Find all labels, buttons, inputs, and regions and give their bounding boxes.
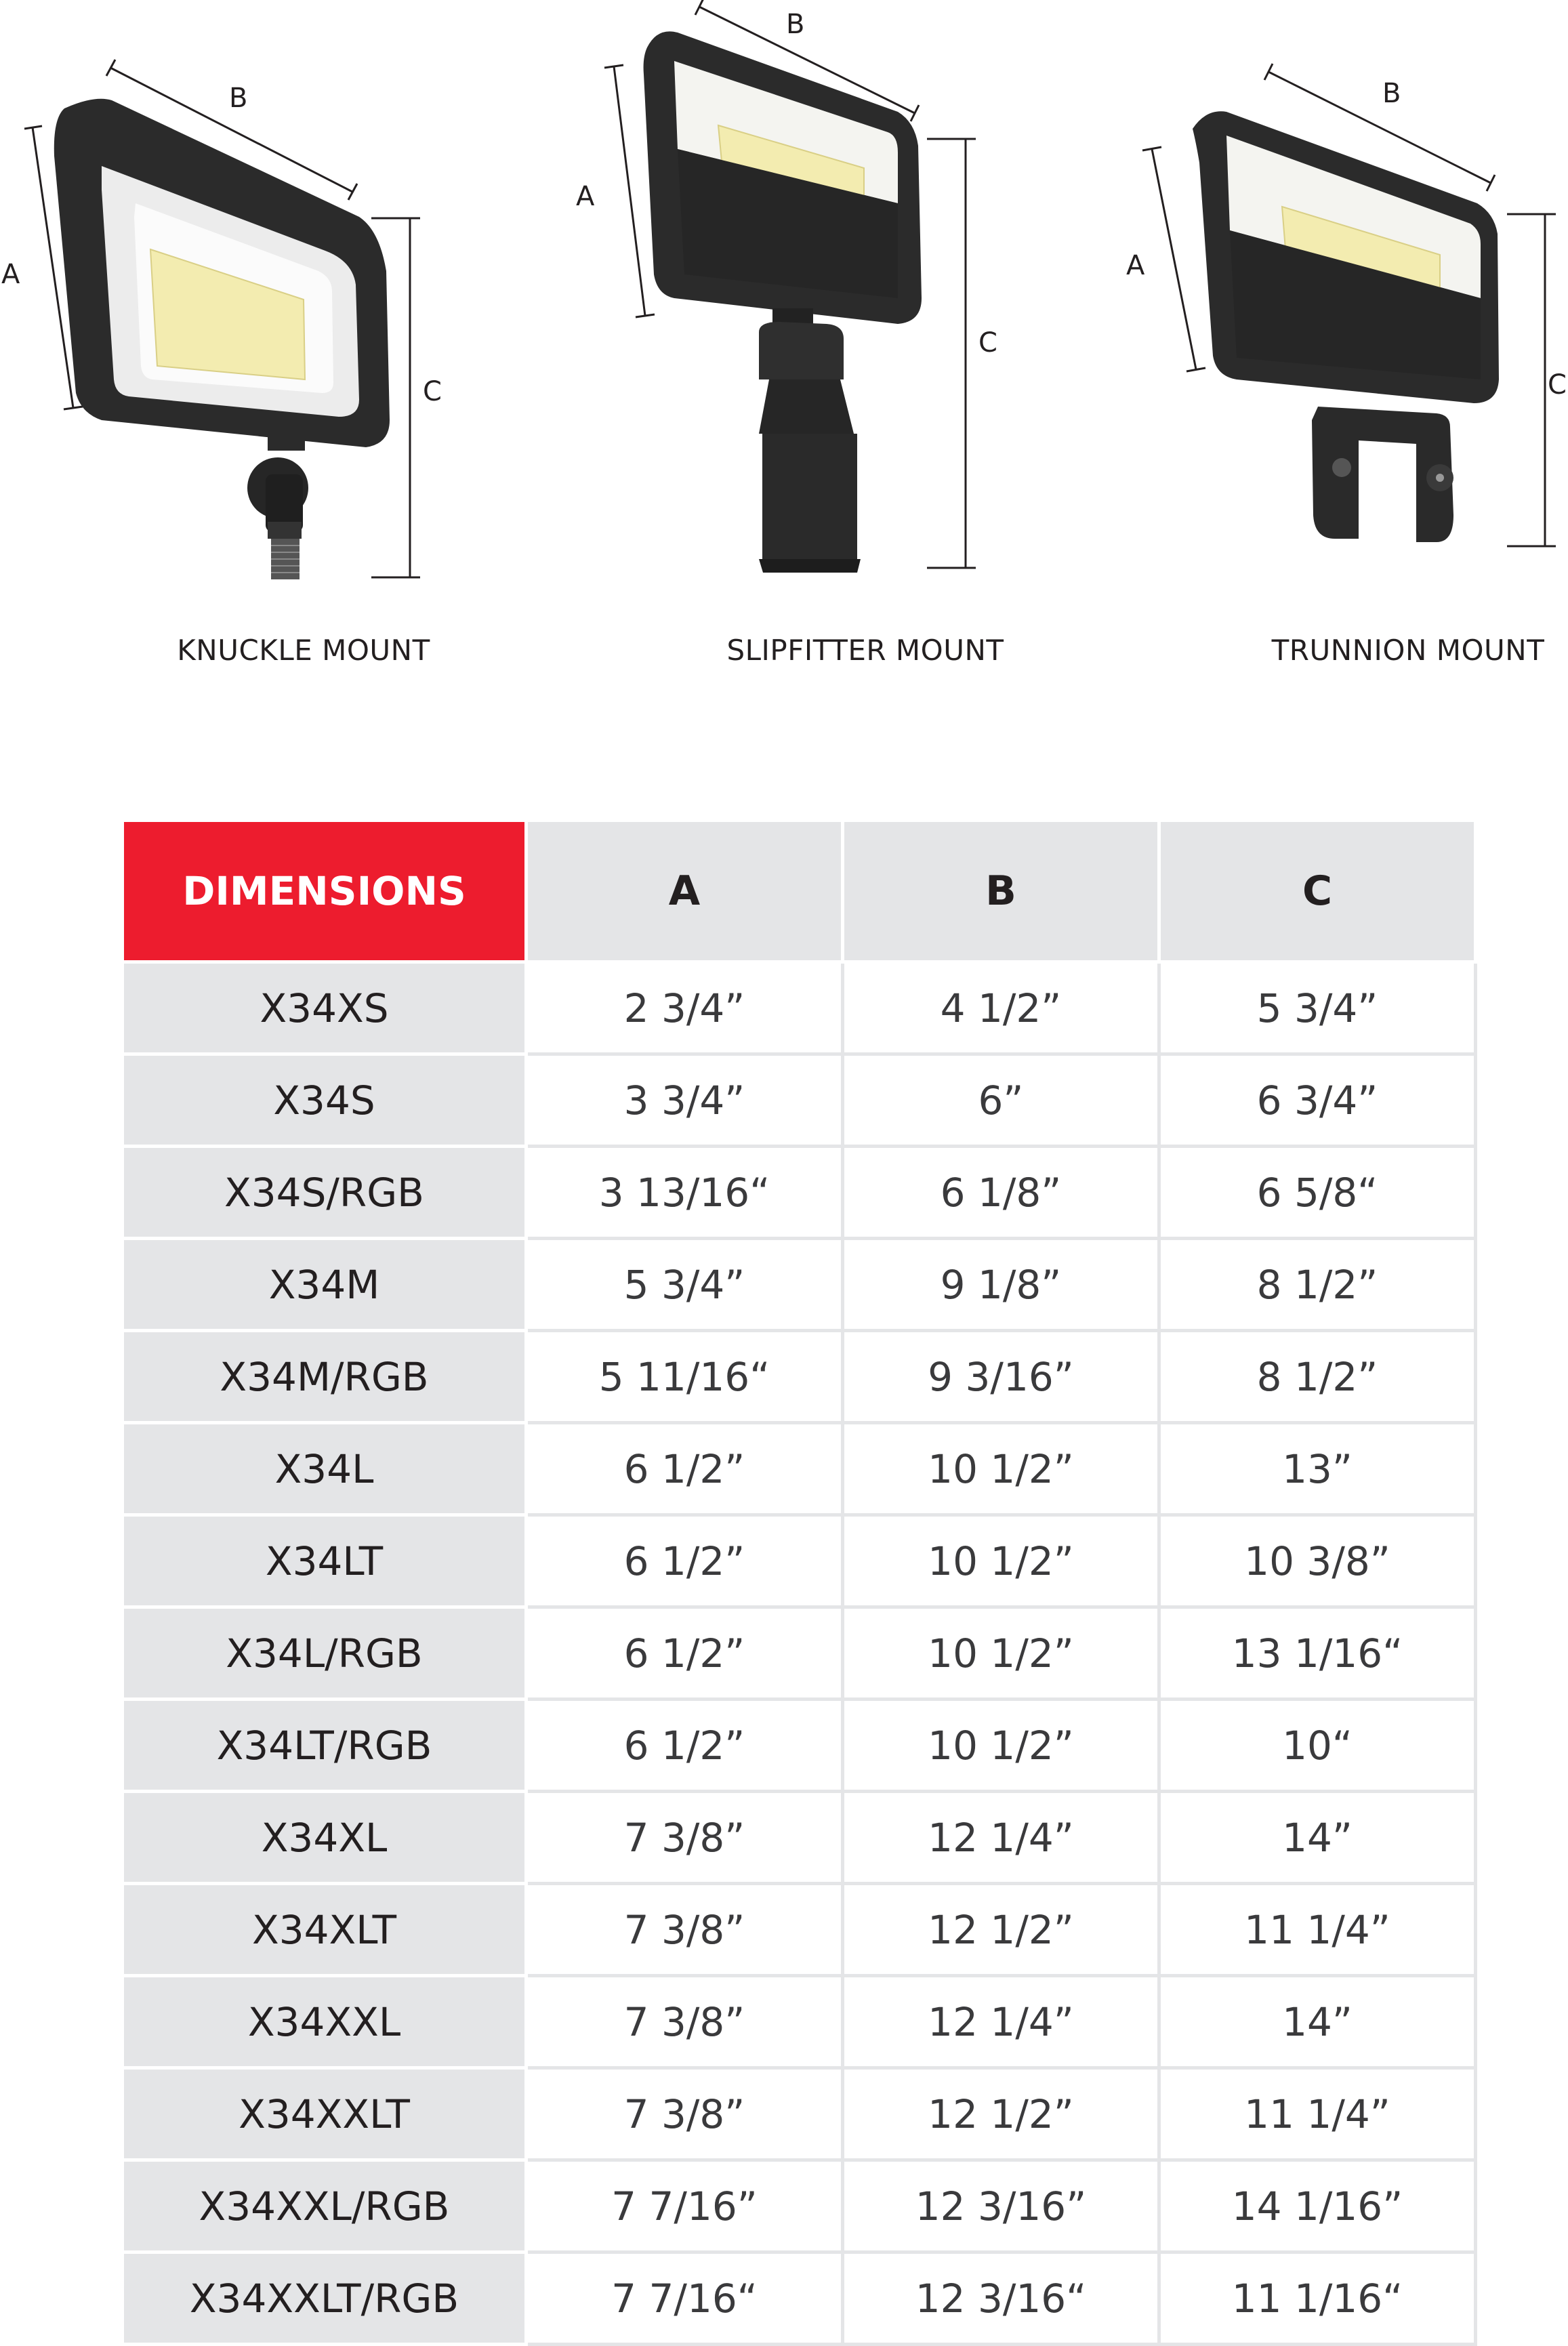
table-row xyxy=(123,962,1476,1054)
dimension-a-value: 5 3/4” xyxy=(527,1239,843,1331)
dimension-a-label: A xyxy=(1126,250,1145,281)
column-header-c: C xyxy=(1159,821,1476,962)
dimension-c-value: 8 1/2” xyxy=(1159,1239,1476,1331)
table-header-row xyxy=(123,821,1476,962)
table-row xyxy=(123,1054,1476,1147)
dimension-b-value: 10 1/2” xyxy=(843,1700,1159,1792)
dimension-b-label: B xyxy=(229,83,248,114)
dimension-c-value: 10“ xyxy=(1159,1700,1476,1792)
slipfitter-mount-figure xyxy=(556,0,1030,610)
table-row xyxy=(123,1331,1476,1423)
dimension-a-value: 6 1/2” xyxy=(527,1423,843,1515)
dimension-b-value: 12 3/16“ xyxy=(843,2252,1159,2345)
model-name: X34XL xyxy=(123,1792,527,1884)
table-row xyxy=(123,2160,1476,2252)
dimension-c-value: 6 5/8“ xyxy=(1159,1147,1476,1239)
model-name: X34XXLT/RGB xyxy=(123,2252,527,2345)
dimension-b-value: 9 1/8” xyxy=(843,1239,1159,1331)
table-row xyxy=(123,1884,1476,1976)
knuckle-mount-figure xyxy=(0,0,474,610)
dimension-a-value: 6 1/2” xyxy=(527,1700,843,1792)
slipfitter-mount-illustration xyxy=(556,0,1030,610)
model-name: X34S/RGB xyxy=(123,1147,527,1239)
dimension-b-value: 10 1/2” xyxy=(843,1607,1159,1700)
dimension-b-value: 12 1/4” xyxy=(843,1976,1159,2068)
dimension-a-value: 7 7/16” xyxy=(527,2160,843,2252)
dimension-a-value: 5 11/16“ xyxy=(527,1331,843,1423)
model-name: X34XXL/RGB xyxy=(123,2160,527,2252)
table-row xyxy=(123,1700,1476,1792)
dimension-a-value: 7 3/8” xyxy=(527,1792,843,1884)
dimension-c-value: 14 1/16” xyxy=(1159,2160,1476,2252)
dimension-a-value: 7 7/16“ xyxy=(527,2252,843,2345)
trunnion-mount-illustration xyxy=(1098,0,1568,610)
knuckle-mount-label: KNUCKLE MOUNT xyxy=(177,634,430,667)
table-row xyxy=(123,1147,1476,1239)
dimension-b-value: 4 1/2” xyxy=(843,962,1159,1054)
table-row xyxy=(123,1607,1476,1700)
model-name: X34S xyxy=(123,1054,527,1147)
table-row xyxy=(123,1515,1476,1607)
table-row xyxy=(123,2068,1476,2160)
dimension-b-value: 12 1/2” xyxy=(843,1884,1159,1976)
dimension-a-label: A xyxy=(1,259,20,290)
dimension-c-value: 13 1/16“ xyxy=(1159,1607,1476,1700)
dimension-c-value: 5 3/4” xyxy=(1159,962,1476,1054)
dimension-a-value: 7 3/8” xyxy=(527,1976,843,2068)
dimension-c-value: 8 1/2” xyxy=(1159,1331,1476,1423)
dimension-a-value: 6 1/2” xyxy=(527,1515,843,1607)
dimension-b-value: 6 1/8” xyxy=(843,1147,1159,1239)
model-name: X34XLT xyxy=(123,1884,527,1976)
dimension-a-label: A xyxy=(576,181,595,212)
dimension-a-value: 3 13/16“ xyxy=(527,1147,843,1239)
model-name: X34M/RGB xyxy=(123,1331,527,1423)
dimension-b-value: 12 1/4” xyxy=(843,1792,1159,1884)
model-name: X34LT xyxy=(123,1515,527,1607)
model-name: X34LT/RGB xyxy=(123,1700,527,1792)
column-header-b: B xyxy=(843,821,1159,962)
dimension-a-value: 7 3/8” xyxy=(527,1884,843,1976)
dimension-c-value: 6 3/4” xyxy=(1159,1054,1476,1147)
model-name: X34XS xyxy=(123,962,527,1054)
dimension-a-value: 6 1/2” xyxy=(527,1607,843,1700)
column-header-a: A xyxy=(527,821,843,962)
dimension-b-value: 12 3/16” xyxy=(843,2160,1159,2252)
dimension-b-value: 6” xyxy=(843,1054,1159,1147)
trunnion-mount-figure xyxy=(1098,0,1568,610)
dimension-c-value: 11 1/16“ xyxy=(1159,2252,1476,2345)
dimension-b-label: B xyxy=(1382,78,1401,109)
dimension-c-value: 10 3/8” xyxy=(1159,1515,1476,1607)
dimension-c-value: 14” xyxy=(1159,1792,1476,1884)
dimension-b-value: 9 3/16” xyxy=(843,1331,1159,1423)
dimension-a-value: 3 3/4” xyxy=(527,1054,843,1147)
trunnion-mount-label: TRUNNION MOUNT xyxy=(1271,634,1545,667)
table-row xyxy=(123,2252,1476,2345)
dimension-c-value: 11 1/4” xyxy=(1159,1884,1476,1976)
dimension-c-label: C xyxy=(423,376,442,407)
dimension-a-value: 2 3/4” xyxy=(527,962,843,1054)
dimension-c-label: C xyxy=(1548,369,1567,400)
dimension-b-value: 10 1/2” xyxy=(843,1515,1159,1607)
dimension-c-value: 11 1/4” xyxy=(1159,2068,1476,2160)
dimension-c-label: C xyxy=(978,327,997,358)
dimensions-header: DIMENSIONS xyxy=(123,821,527,962)
model-name: X34XXLT xyxy=(123,2068,527,2160)
model-name: X34M xyxy=(123,1239,527,1331)
slipfitter-mount-label: SLIPFITTER MOUNT xyxy=(726,634,1004,667)
model-name: X34L xyxy=(123,1423,527,1515)
dimension-c-value: 14” xyxy=(1159,1976,1476,2068)
model-name: X34XXL xyxy=(123,1976,527,2068)
dimension-b-value: 12 1/2” xyxy=(843,2068,1159,2160)
table-row xyxy=(123,1423,1476,1515)
table-row xyxy=(123,1792,1476,1884)
model-name: X34L/RGB xyxy=(123,1607,527,1700)
dimension-b-label: B xyxy=(786,9,805,40)
table-row xyxy=(123,1239,1476,1331)
dimensions-table xyxy=(121,819,1477,2346)
dimension-a-value: 7 3/8” xyxy=(527,2068,843,2160)
table-row xyxy=(123,1976,1476,2068)
dimension-b-value: 10 1/2” xyxy=(843,1423,1159,1515)
dimension-c-value: 13” xyxy=(1159,1423,1476,1515)
